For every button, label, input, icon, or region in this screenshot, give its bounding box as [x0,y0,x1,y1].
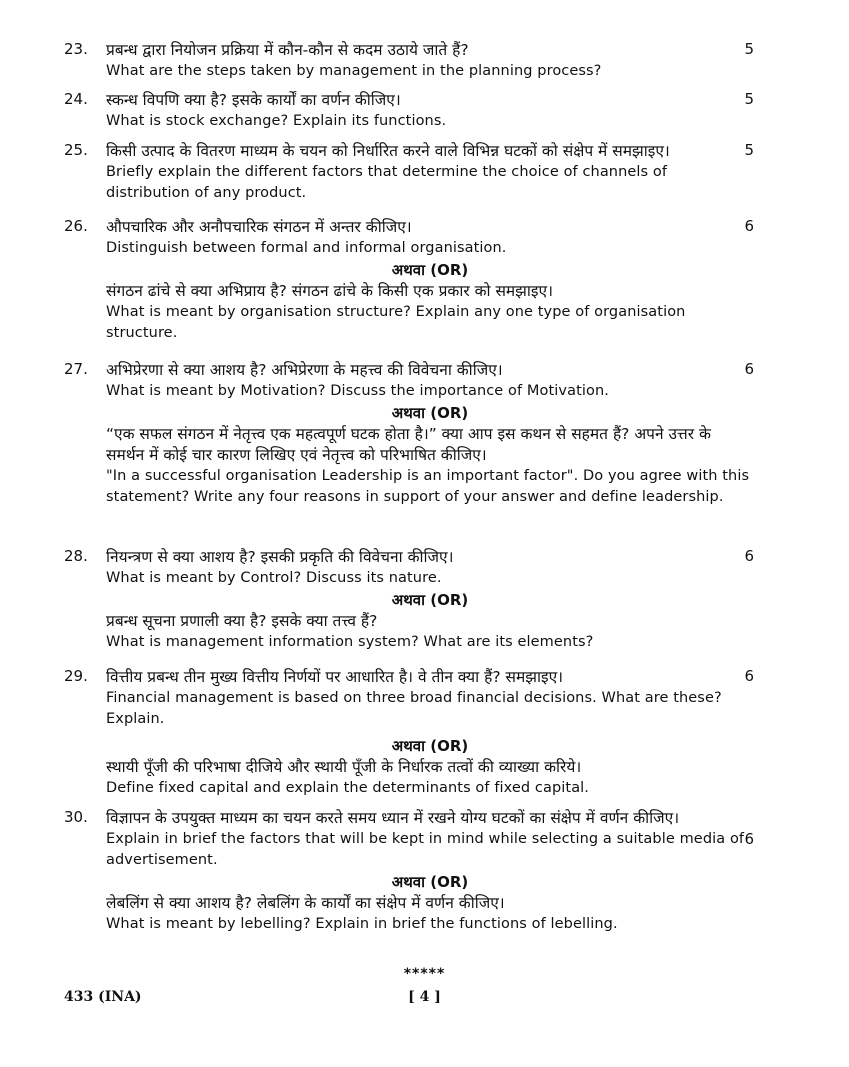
question-text-english: Distinguish between formal and informal organisation. [106,240,507,256]
question-23 [64,40,754,82]
alternative-text-english: What is meant by lebelling? Explain in brief the functions of lebelling. [106,916,618,932]
question-number: 26. [64,217,88,235]
alternative-text-english: What is meant by organisation structure? Explain any one type of organisation structure. [106,304,686,341]
question-marks: 6 [744,830,754,848]
question-text-english: What is stock exchange? Explain its functions. [106,113,447,129]
question-text-hindi: किसी उत्पाद के वितरण माध्यम के चयन को निर्धारित करने वाले विभिन्न घटकों को संक्षेप में समझाइए। [106,142,670,160]
question-text-english: What is meant by Control? Discuss its nature. [106,570,442,586]
question-text-english: Financial management is based on three broad financial decisions. What are these? Explain. [106,690,722,727]
question-26 [64,217,754,344]
or-label: अथवा (OR) [391,591,469,609]
question-number: 28. [64,547,88,565]
question-30 [64,808,754,935]
alternative-text-hindi: लेबलिंग से क्या आशय है? लेबलिंग के कार्यों का संक्षेप में वर्णन कीजिए। [106,894,505,912]
alternative-text-english: "In a successful organisation Leadership is an important factor". Do you agree with this statement? Write any four reasons in support of your answer and define leadership. [106,468,750,505]
alternative-text-english: What is management information system? What are its elements? [106,634,594,650]
question-text-hindi: स्कन्ध विपणि क्या है? इसके कार्यों का वर्णन कीजिए। [106,91,401,109]
end-stars: ***** [403,966,446,982]
page-number: [ 4 ] [408,989,441,1005]
alternative-text-hindi: स्थायी पूँजी की परिभाषा दीजिये और स्थायी पूँजी के निर्धारक तत्वों की व्याख्या करिये। [106,758,582,776]
question-24 [64,90,754,132]
question-text-hindi: नियन्त्रण से क्या आशय है? इसकी प्रकृति की विवेचना कीजिए। [106,548,454,566]
question-number: 30. [64,808,88,826]
alternative-text-hindi: “एक सफल संगठन में नेतृत्त्व एक महत्वपूर्ण घटक होता है।” क्या आप इस कथन से सहमत हैं? अपने उत्तर के समर्थन में कोई चार कारण लिखिए एवं नेतृत्त्व को परिभाषित कीजिए। [106,425,711,464]
paper-code: 433 (INA) [64,989,142,1005]
question-marks: 5 [744,141,754,159]
or-label: अथवा (OR) [391,261,469,279]
question-27 [64,360,754,508]
question-number: 23. [64,40,88,58]
question-text-hindi: अभिप्रेरणा से क्या आशय है? अभिप्रेरणा के महत्त्व की विवेचना कीजिए। [106,361,503,379]
or-label: अथवा (OR) [391,404,469,422]
question-marks: 6 [744,667,754,685]
alternative-text-hindi: प्रबन्ध सूचना प्रणाली क्या है? इसके क्या तत्त्व हैं? [106,612,378,630]
question-text-english: What is meant by Motivation? Discuss the importance of Motivation. [106,383,609,399]
question-marks: 6 [744,217,754,235]
question-text-hindi: वित्तीय प्रबन्ध तीन मुख्य वित्तीय निर्णयों पर आधारित है। वे तीन क्या हैं? समझाइए। [106,668,564,686]
alternative-text-english: Define fixed capital and explain the determinants of fixed capital. [106,780,590,796]
or-label: अथवा (OR) [391,737,469,755]
question-marks: 5 [744,90,754,108]
question-text-hindi: विज्ञापन के उपयुक्त माध्यम का चयन करते समय ध्यान में रखने योग्य घटकों का संक्षेप में वर्णन कीजिए। [106,809,680,827]
question-number: 29. [64,667,88,685]
question-text-english: Explain in brief the factors that will be kept in mind while selecting a suitable media of advertisement. [106,831,745,868]
question-text-hindi: औपचारिक और अनौपचारिक संगठन में अन्तर कीजिए। [106,218,412,236]
or-label: अथवा (OR) [391,873,469,891]
question-number: 27. [64,360,88,378]
question-29 [64,667,754,799]
question-marks: 6 [744,547,754,565]
question-28 [64,547,754,653]
question-text-english: Briefly explain the different factors that determine the choice of channels of distribution of any product. [106,164,668,201]
question-marks: 5 [744,40,754,58]
question-text-hindi: प्रबन्ध द्वारा नियोजन प्रक्रिया में कौन-कौन से कदम उठाये जाते हैं? [106,41,469,59]
question-25 [64,141,754,204]
question-number: 24. [64,90,88,108]
question-text-english: What are the steps taken by management in the planning process? [106,63,602,79]
question-marks: 6 [744,360,754,378]
question-number: 25. [64,141,88,159]
alternative-text-hindi: संगठन ढांचे से क्या अभिप्राय है? संगठन ढांचे के किसी एक प्रकार को समझाइए। [106,282,553,300]
